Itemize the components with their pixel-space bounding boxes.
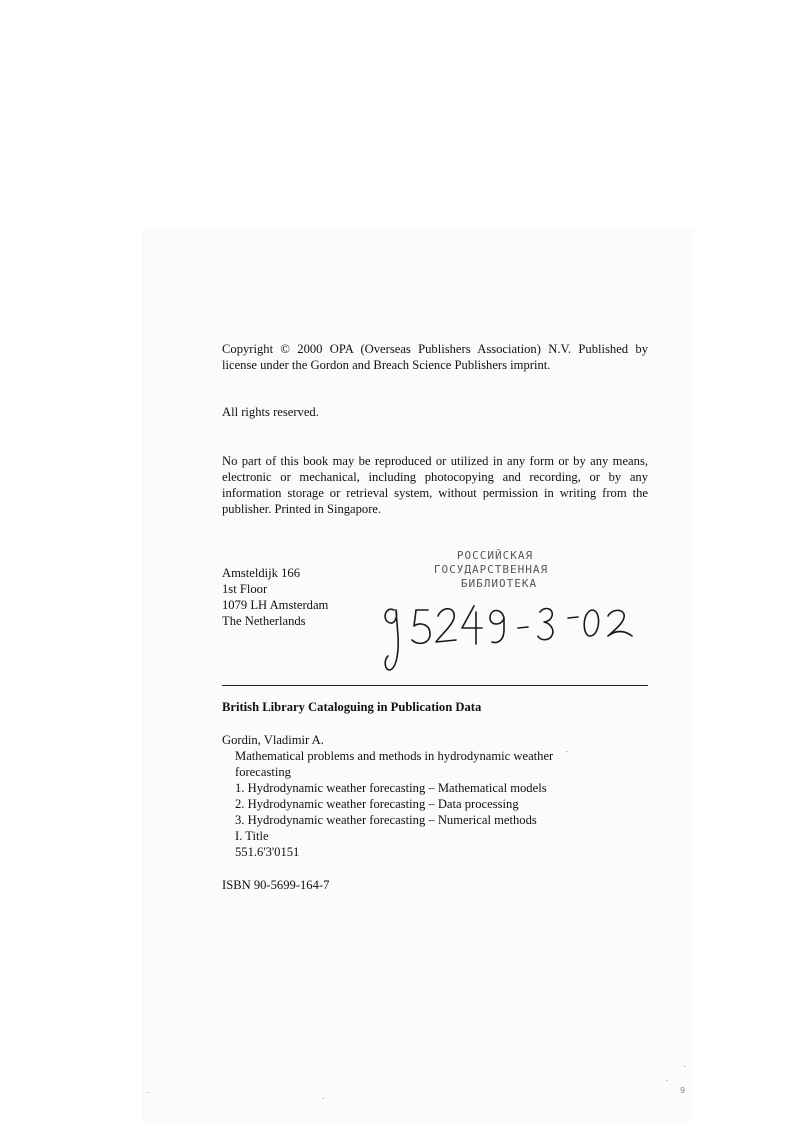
catalogue-title-continued: forecasting xyxy=(235,765,291,779)
stamp-line: БИБЛИОТЕКА xyxy=(460,577,538,590)
page-mark: 9 xyxy=(680,1086,686,1095)
scan-speck xyxy=(666,1080,668,1081)
stamp-line: ГОСУДАРСТВЕННАЯ xyxy=(433,563,549,576)
catalogue-subject: 3. Hydrodynamic weather forecasting – Numerical methods xyxy=(235,813,537,827)
address-line: 1079 LH Amsterdam xyxy=(222,598,329,612)
rights-reserved: All rights reserved. xyxy=(222,405,319,419)
catalogue-title-entry: I. Title xyxy=(235,829,269,843)
handwritten-accession-number xyxy=(378,596,648,676)
reproduction-notice: No part of this book may be reproduced or utilized in any form or by any means, electronic or mechanical, including photocopying and recording, or by any information storage or retrieval system, without permission in writing from the publisher. Printed in Singapore. xyxy=(222,454,648,516)
section-divider xyxy=(222,685,648,686)
scan-speck xyxy=(684,1066,686,1067)
scan-speck xyxy=(147,1092,149,1093)
address-line: The Netherlands xyxy=(222,614,306,628)
scan-speck xyxy=(566,751,568,752)
address-line: Amsteldijk 166 xyxy=(222,566,301,580)
copyright-notice: Copyright © 2000 OPA (Overseas Publishers Association) N.V. Published by license under the Gordon and Breach Science Publishers imprint. xyxy=(222,342,648,372)
isbn-number: ISBN 90-5699-164-7 xyxy=(222,878,330,892)
library-stamp xyxy=(416,549,566,591)
catalogue-title: Mathematical problems and methods in hydrodynamic weather xyxy=(235,749,554,763)
catalogue-classification: 551.6'3'0151 xyxy=(235,845,300,859)
catalogue-subject: 2. Hydrodynamic weather forecasting – Data processing xyxy=(235,797,519,811)
publisher-address xyxy=(222,565,328,629)
scan-speck xyxy=(322,1098,324,1099)
address-line: 1st Floor xyxy=(222,582,268,596)
cataloguing-heading: British Library Cataloguing in Publication Data xyxy=(222,700,482,714)
catalogue-author: Gordin, Vladimir A. xyxy=(222,733,324,747)
catalogue-subject: 1. Hydrodynamic weather forecasting – Mathematical models xyxy=(235,781,547,795)
stamp-line: РОССИЙСКАЯ xyxy=(456,549,534,562)
cataloguing-record xyxy=(222,732,648,860)
